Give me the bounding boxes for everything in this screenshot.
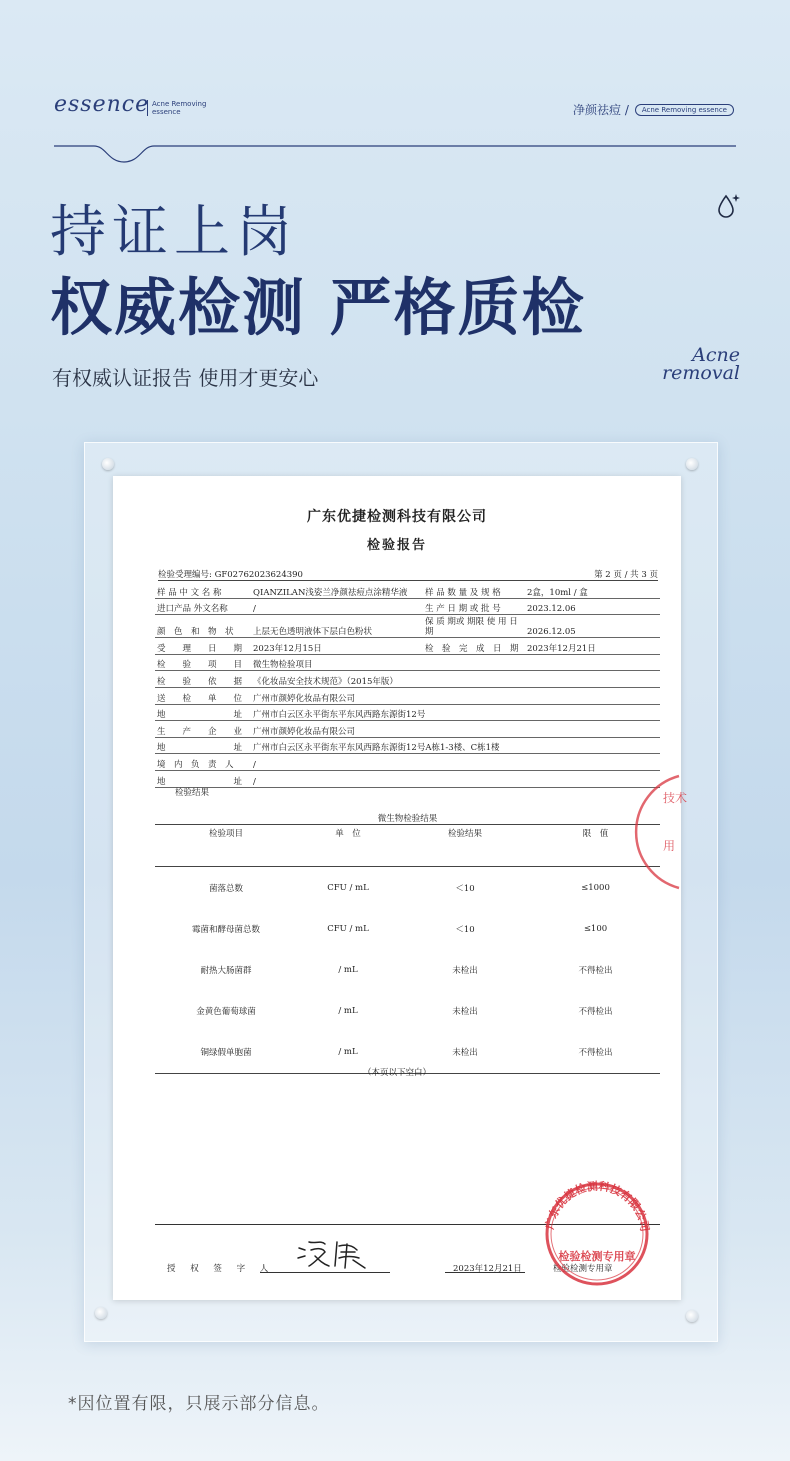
header-pill: Acne Removing essence bbox=[635, 104, 734, 116]
info-value: / bbox=[251, 598, 423, 615]
table-cell: 霉菌和酵母菌总数 bbox=[191, 924, 260, 935]
stamp-text-top: 广东优捷检测科技有限公司 bbox=[543, 1179, 652, 1233]
table-row bbox=[155, 949, 660, 990]
info-label: 检 验 完 成 日 期 bbox=[423, 638, 525, 655]
official-seal-stamp bbox=[535, 1176, 655, 1286]
info-value: 《化妆品安全技术规范》（2015年版） bbox=[251, 671, 660, 688]
frame-screw bbox=[686, 1310, 698, 1322]
info-row bbox=[155, 687, 660, 704]
column-header: 单 位 bbox=[297, 825, 399, 867]
column-header: 检验结果 bbox=[399, 825, 531, 867]
info-label: 生 产 企 业 bbox=[155, 721, 251, 738]
table-row bbox=[155, 867, 660, 909]
column-header: 检验项目 bbox=[155, 825, 297, 867]
table-cell: ≤1000 bbox=[581, 882, 610, 893]
info-label: 送 检 单 位 bbox=[155, 687, 251, 704]
handwritten-signature bbox=[295, 1236, 375, 1272]
acne-script-line1: Acne bbox=[692, 344, 740, 366]
info-value: 2026.12.05 bbox=[525, 615, 660, 638]
info-label: 保 质 期或 期限 使 用 日 期 bbox=[423, 615, 525, 638]
info-label: 颜 色 和 物 状 bbox=[155, 615, 251, 638]
results-label: 检验结果 bbox=[175, 788, 210, 798]
info-value: 2023年12月21日 bbox=[525, 638, 660, 655]
info-row bbox=[155, 615, 660, 638]
info-label: 受 理 日 期 bbox=[155, 638, 251, 655]
info-label: 地 址 bbox=[155, 704, 251, 721]
table-cell: CFU / mL bbox=[327, 923, 369, 934]
report-company: 广东优捷检测科技有限公司 bbox=[307, 509, 487, 525]
signatory-label: 授 权 签 字 人 bbox=[167, 1264, 275, 1274]
hero-title-line1: 持证上岗 bbox=[50, 200, 298, 265]
blank-below-note: （本页以下空白） bbox=[362, 1068, 431, 1078]
info-value: QIANZILAN浅姿兰净颜祛痘点涂精华液 bbox=[251, 582, 423, 598]
info-label: 境 内 负 责 人 bbox=[155, 754, 251, 771]
acne-script-line2: removal bbox=[662, 362, 740, 384]
table-cell: 耐热大肠菌群 bbox=[200, 965, 252, 976]
info-row bbox=[155, 638, 660, 655]
info-label: 样 品 中 文 名 称 bbox=[155, 582, 251, 598]
table-cell: CFU / mL bbox=[327, 882, 369, 893]
inspection-report bbox=[113, 476, 688, 1300]
table-cell: 不得检出 bbox=[578, 1048, 613, 1059]
table-cell: / mL bbox=[338, 964, 358, 975]
table-cell: / mL bbox=[338, 1006, 358, 1017]
droplet-icon bbox=[716, 192, 742, 222]
micro-results-title: 微生物检验结果 bbox=[377, 814, 438, 824]
info-row bbox=[155, 598, 660, 615]
info-row bbox=[155, 671, 660, 688]
info-value: / bbox=[251, 754, 660, 771]
table-cell: / mL bbox=[338, 1047, 358, 1058]
frame-screw bbox=[686, 458, 698, 470]
stamp-text-bottom: 检验检测专用章 bbox=[558, 1250, 636, 1263]
column-header: 限 值 bbox=[531, 825, 660, 867]
table-cell: 铜绿假单胞菌 bbox=[200, 1048, 252, 1059]
hero-title-line2: 权威检测 严格质检 bbox=[50, 271, 586, 344]
info-label: 样 品 数 量 及 规 格 bbox=[423, 582, 525, 598]
results-table bbox=[155, 824, 660, 1074]
info-value: 广州市颜婷化妆品有限公司 bbox=[251, 721, 660, 738]
report-meta bbox=[158, 568, 658, 581]
footer-note: *因位置有限，只展示部分信息。 bbox=[68, 1394, 330, 1414]
signature-underline bbox=[260, 1272, 390, 1273]
header-right-title: 净颜祛痘 / bbox=[573, 103, 629, 117]
table-cell: ＜10 bbox=[455, 883, 475, 894]
seal-note: 检验检测专用章 bbox=[553, 1264, 613, 1274]
info-value: 广州市白云区永平街东平东风西路东源街12号 bbox=[251, 704, 660, 721]
table-cell: 不得检出 bbox=[578, 965, 613, 976]
info-row bbox=[155, 721, 660, 738]
info-row bbox=[155, 754, 660, 771]
info-row bbox=[155, 654, 660, 671]
header-divider bbox=[54, 145, 736, 167]
info-row bbox=[155, 582, 660, 598]
info-value: 广州市白云区永平街东平东风西路东源街12号A栋1-3楼、C栋1楼 bbox=[251, 737, 660, 754]
info-value: 2023年12月15日 bbox=[251, 638, 423, 655]
report-page: 第 2 页 / 共 3 页 bbox=[594, 570, 658, 580]
date-underline bbox=[445, 1272, 525, 1273]
partial-seal-stamp bbox=[659, 772, 688, 892]
sample-info-table bbox=[155, 582, 660, 788]
hero-subtitle: 有权威认证报告 使用才更安心 bbox=[52, 366, 319, 390]
table-cell: 未检出 bbox=[452, 965, 478, 976]
info-label: 地 址 bbox=[155, 770, 251, 787]
brand-sub-line2: essence bbox=[152, 108, 181, 116]
frame-screw bbox=[95, 1307, 107, 1319]
info-value: 2023.12.06 bbox=[525, 598, 660, 615]
acne-removal-script bbox=[656, 346, 740, 382]
brand-sub-line1: Acne Removing bbox=[152, 100, 207, 108]
table-cell: 未检出 bbox=[452, 1048, 478, 1059]
info-row bbox=[155, 704, 660, 721]
info-value: / bbox=[251, 770, 660, 787]
table-row bbox=[155, 908, 660, 949]
table-cell: 未检出 bbox=[452, 1007, 478, 1018]
info-value: 2盒，10ml / 盒 bbox=[525, 582, 660, 598]
info-value: 上层无色透明液体下层白色粉状 bbox=[251, 615, 423, 638]
info-label: 检 验 项 目 bbox=[155, 654, 251, 671]
report-title: 检验报告 bbox=[366, 538, 427, 553]
table-cell: 不得检出 bbox=[578, 1007, 613, 1018]
brand-logo: essence bbox=[54, 92, 150, 117]
table-row bbox=[155, 991, 660, 1032]
stamp-side-text-2: 用 bbox=[663, 839, 676, 853]
frame-screw bbox=[102, 458, 114, 470]
info-label: 进口产品 外文名称 bbox=[155, 598, 251, 615]
info-value: 广州市颜婷化妆品有限公司 bbox=[251, 687, 660, 704]
table-cell: 金黄色葡萄球菌 bbox=[196, 1007, 256, 1018]
results-header-row bbox=[155, 825, 660, 867]
table-cell: ≤100 bbox=[583, 923, 608, 934]
info-label: 检 验 依 据 bbox=[155, 671, 251, 688]
table-cell: 菌落总数 bbox=[208, 883, 243, 894]
stamp-side-text-1: 技术 bbox=[663, 791, 688, 805]
header-right bbox=[573, 101, 734, 118]
signature-date: 2023年12月21日 bbox=[453, 1264, 522, 1274]
info-value: 微生物检验项目 bbox=[251, 654, 660, 671]
report-number: 检验受理编号: GF02762023624390 bbox=[158, 570, 303, 580]
table-cell: ＜10 bbox=[455, 924, 475, 935]
brand-subtitle bbox=[147, 100, 206, 116]
info-row bbox=[155, 737, 660, 754]
info-label: 生 产 日 期 或 批 号 bbox=[423, 598, 525, 615]
svg-text:广东优捷检测科技有限公司 bbox=[542, 1179, 652, 1233]
info-row bbox=[155, 770, 660, 787]
info-label: 地 址 bbox=[155, 737, 251, 754]
